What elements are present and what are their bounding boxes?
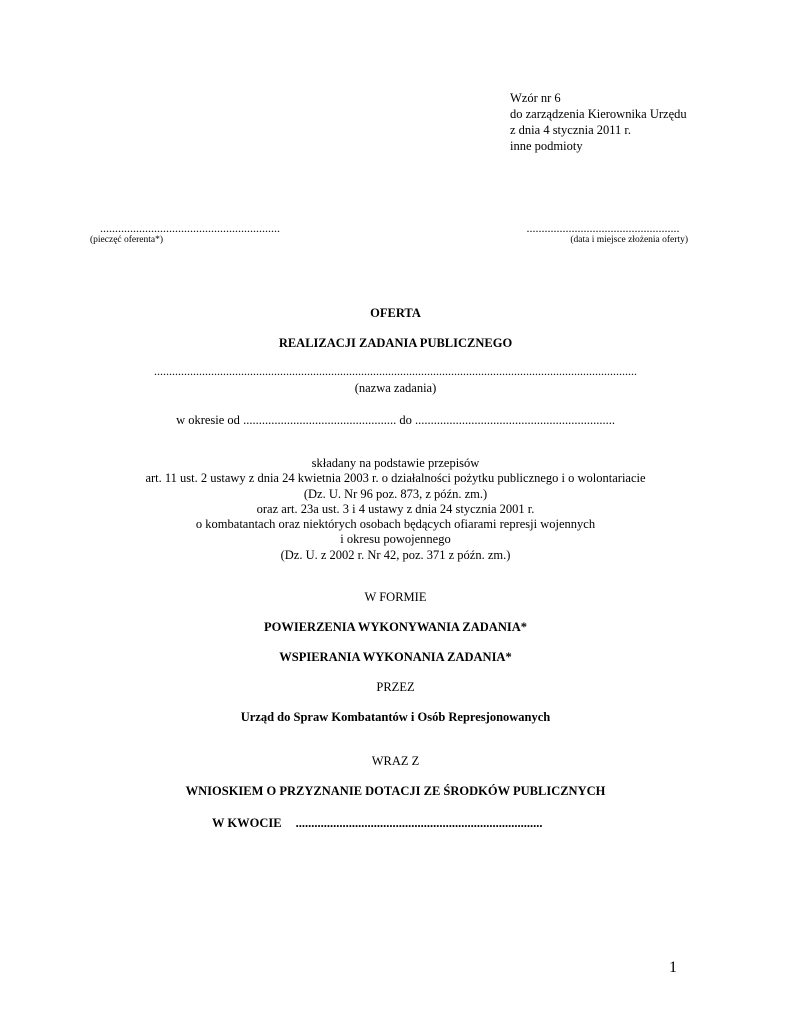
form-label: W FORMIE [364, 590, 427, 604]
template-reference-note [510, 90, 687, 154]
template-date: z dnia 4 stycznia 2011 r. [510, 123, 632, 137]
task-name-caption: (nazwa zadania) [354, 381, 437, 395]
legal-basis-line: i okresu powojennego [340, 532, 451, 547]
date-place-field [518, 222, 688, 246]
task-name-dots: ................................................................................................................................................................. [154, 364, 637, 378]
office-name: Urząd do Spraw Kombatantów i Osób Represjonowanych [240, 710, 551, 724]
legal-basis-line: oraz art. 23a ust. 3 i 4 ustawy z dnia 24 stycznia 2001 r. [256, 501, 535, 516]
with-label: WRAZ Z [371, 754, 420, 768]
period-from-label: w okresie od [176, 413, 240, 427]
via-label: PRZEZ [376, 680, 415, 694]
page-number: 1 [669, 959, 677, 976]
template-scope: inne podmioty [510, 139, 583, 153]
date-place-dots: ................................................... [526, 221, 680, 235]
stamp-dots: ............................................................ [100, 221, 280, 235]
document-title: OFERTA [370, 306, 421, 320]
legal-basis-line: składany na podstawie przepisów [311, 456, 480, 470]
legal-basis [0, 456, 791, 563]
stamp-caption: (pieczęć oferenta*) [90, 235, 164, 245]
document-subtitle: REALIZACJI ZADANIA PUBLICZNEGO [278, 336, 513, 350]
amount-line [212, 816, 542, 831]
amount-dots: ............................................................................... [295, 816, 543, 830]
stamp-field [90, 222, 290, 246]
date-place-caption: (data i miejsce złożenia oferty) [570, 235, 688, 245]
period-to-label: do [399, 413, 412, 427]
legal-basis-line: (Dz. U. Nr 96 poz. 873, z późn. zm.) [303, 486, 488, 501]
legal-basis-line: art. 11 ust. 2 ustawy z dnia 24 kwietnia 2003 r. o działalności pożytku publicznego i o wolontariacie [145, 471, 646, 486]
period-from-dots: ................................................. [243, 413, 397, 427]
amount-label: W KWOCIE [212, 816, 282, 830]
period-to-dots: ................................................................ [414, 413, 615, 427]
template-ordinance: do zarządzenia Kierownika Urzędu [510, 107, 687, 121]
legal-basis-line: o kombatantach oraz niektórych osobach będących ofiarami represji wojennych [195, 517, 596, 532]
legal-basis-line: (Dz. U. z 2002 r. Nr 42, poz. 371 z późn. zm.) [280, 547, 511, 562]
form-option-entrust: POWIERZENIA WYKONYWANIA ZADANIA* [263, 620, 527, 634]
form-option-support: WSPIERANIA WYKONANIA ZADANIA* [279, 650, 512, 664]
template-number: Wzór nr 6 [510, 91, 561, 105]
grant-request: WNIOSKIEM O PRZYZNANIE DOTACJI ZE ŚRODKÓW PUBLICZNYCH [185, 784, 606, 798]
period-line [0, 413, 791, 428]
